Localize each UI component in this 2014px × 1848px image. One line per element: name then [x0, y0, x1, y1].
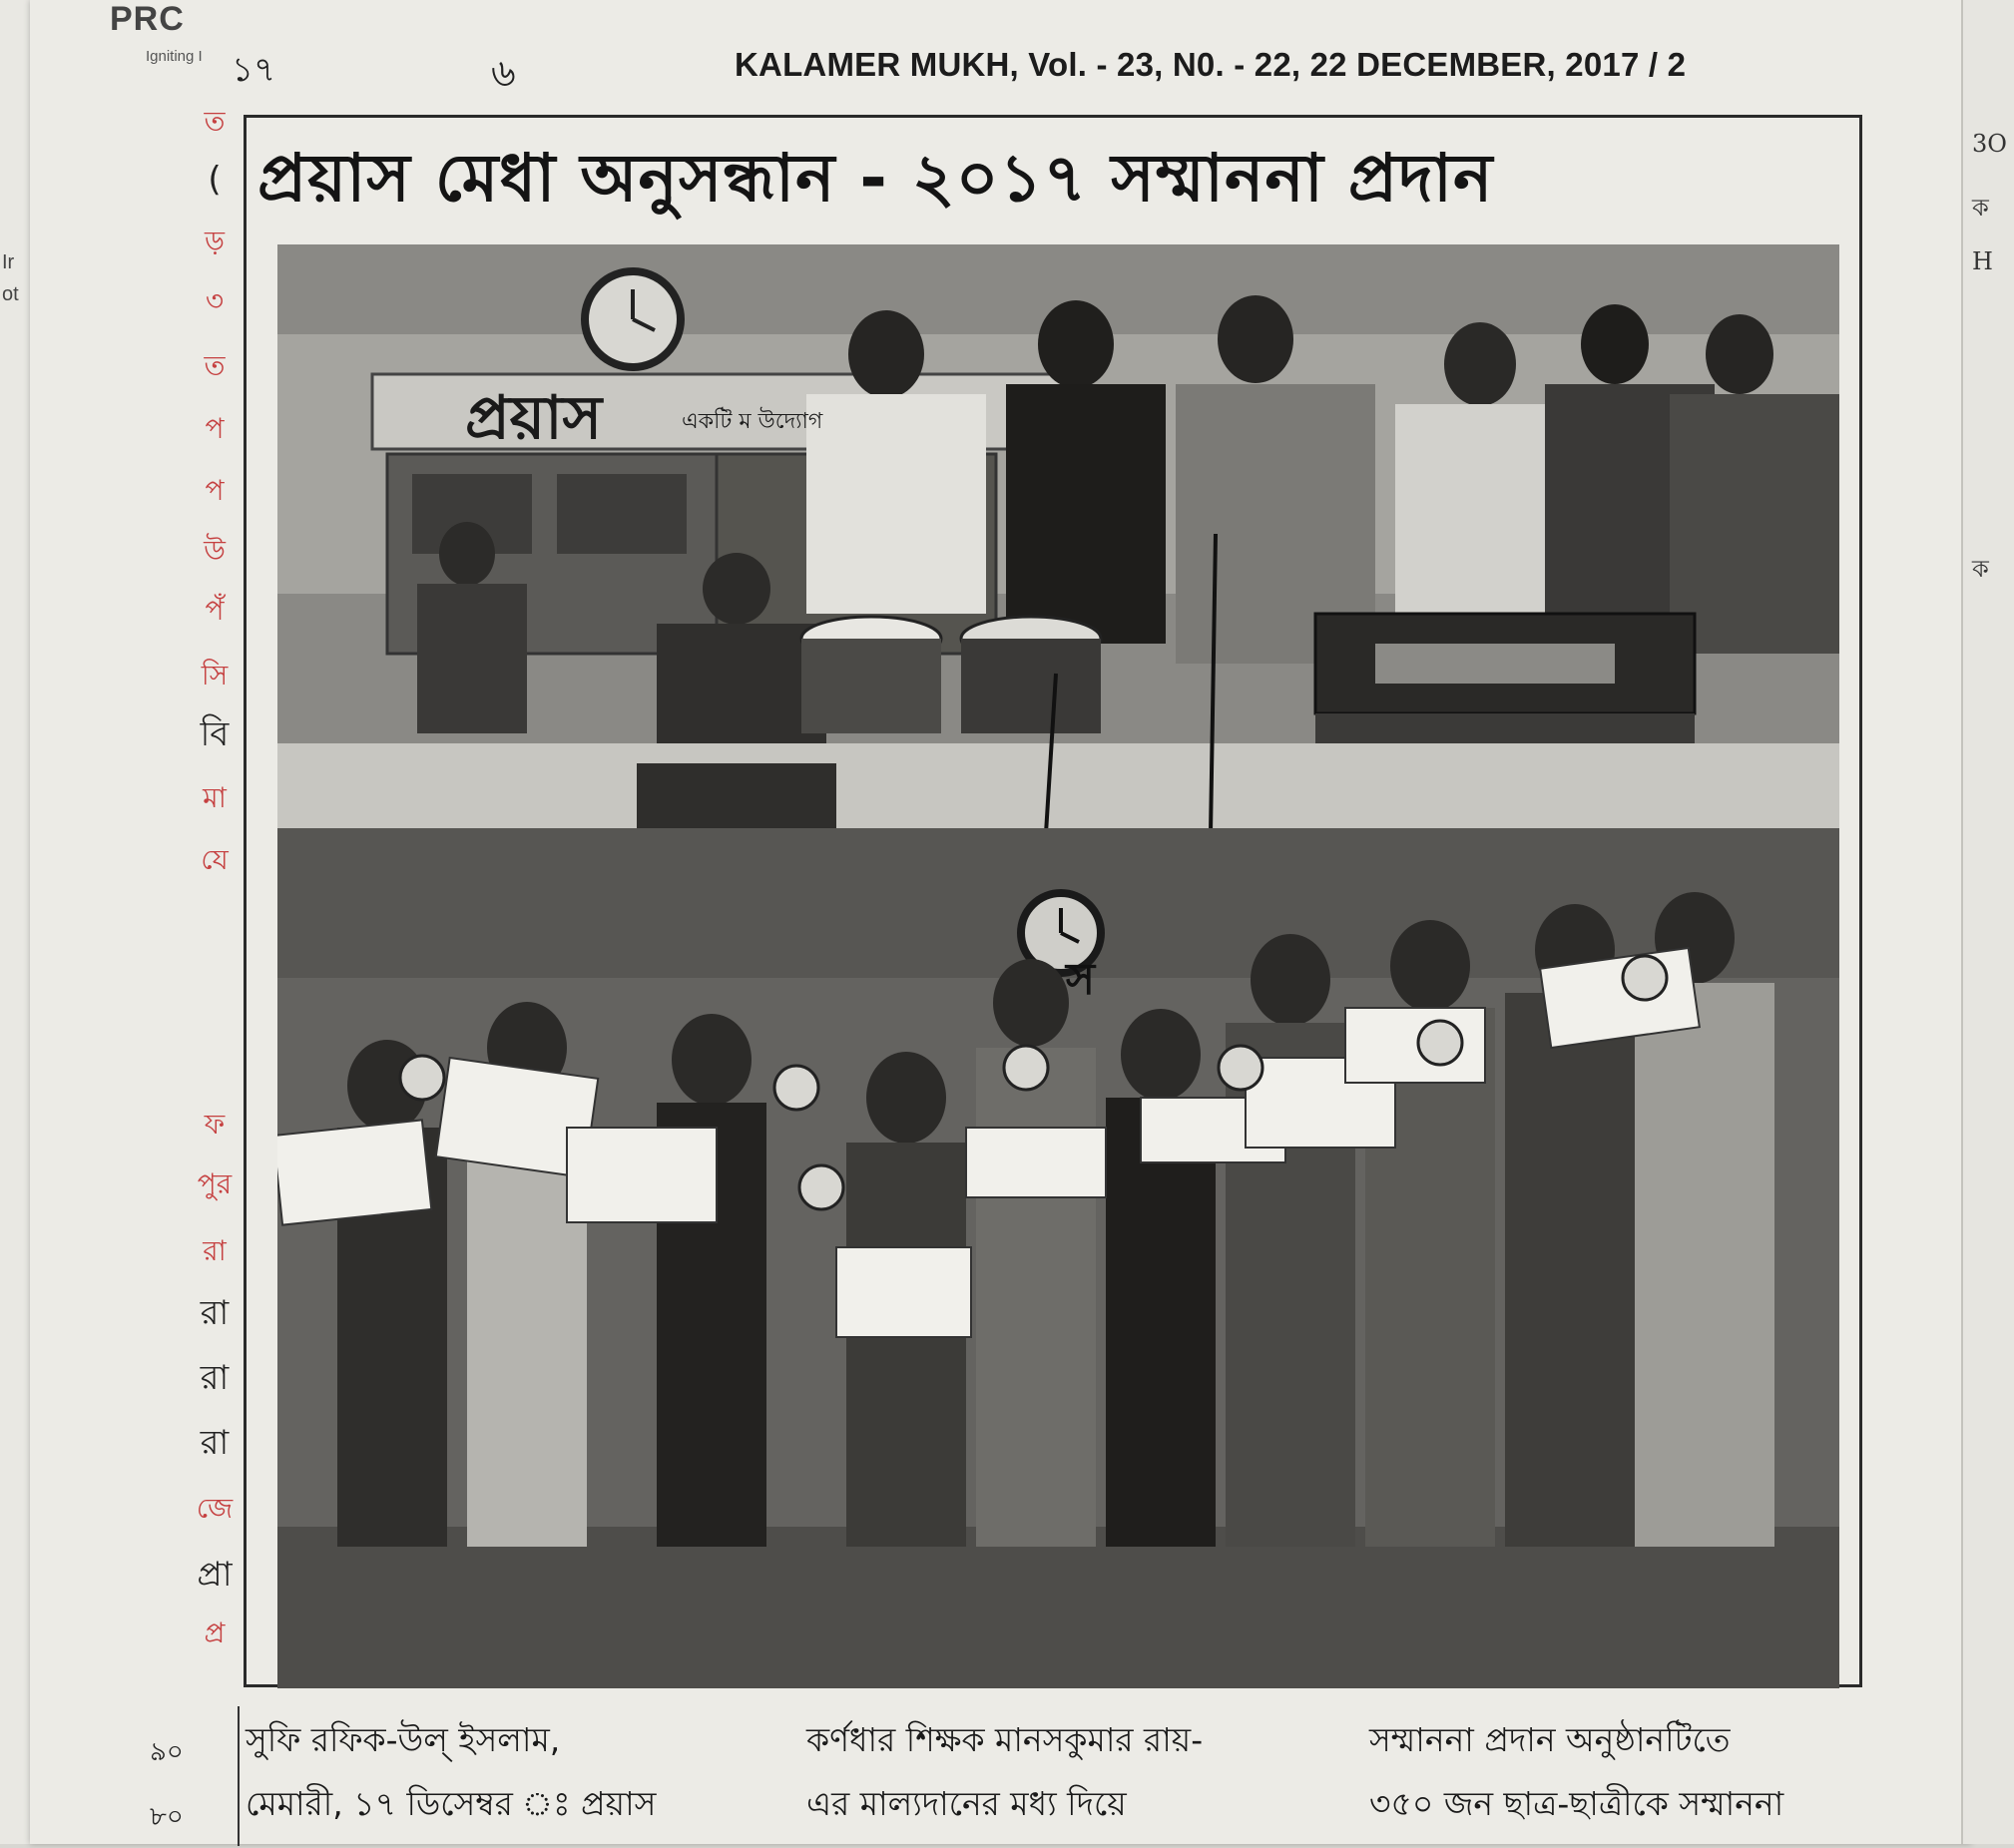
margin-char: সি [201, 659, 229, 692]
margin-rule [238, 1706, 240, 1846]
margin-char: ৩ [205, 284, 225, 317]
margin-char: প্রা [197, 1555, 233, 1595]
photo-award-recipients [277, 828, 1839, 1688]
background-sheet-right [1961, 0, 2014, 1844]
margin-number: ৯০ [150, 1737, 184, 1767]
masthead: KALAMER MUKH, Vol. - 23, N0. - 22, 22 DECEMBER, 2017 / 2 [735, 46, 1687, 83]
corner-tagline: Igniting I [146, 48, 203, 65]
page-number: ১৭ [232, 50, 276, 90]
column-line: এর মাল্যদানের মধ্য দিয়ে [806, 1784, 1127, 1823]
margin-char: উ [204, 534, 226, 567]
photo-award-scene [277, 828, 1839, 1688]
stage-banner-title: প্রয়াস [465, 383, 603, 453]
column-line: মেমারী, ১৭ ডিসেম্বর ঃ প্রয়াস [246, 1784, 657, 1823]
left-sheet-text: ot [2, 283, 19, 305]
margin-char: রা [200, 1358, 230, 1398]
hall-banner-fragment: স [1066, 954, 1096, 1005]
margin-char: প [205, 412, 225, 445]
right-sheet-char: ক [1972, 194, 1989, 222]
left-margin-column [190, 90, 240, 1846]
margin-char: পুর [197, 1167, 233, 1200]
margin-char: ( [208, 160, 222, 200]
margin-char: জে [196, 1492, 234, 1525]
photo-stage-scene [277, 244, 1839, 833]
header-mark: ৬ [491, 51, 516, 95]
column-line: ৩৫০ জন ছাত্র-ছাত্রীকে সম্মাননা [1369, 1784, 1784, 1823]
margin-char: রা [200, 1423, 230, 1463]
margin-char: যে [201, 843, 229, 876]
margin-char: রা [200, 1293, 230, 1333]
margin-char: প [205, 474, 225, 507]
article-column-3 [1369, 1708, 1783, 1848]
right-sheet-char: ক [1972, 555, 1989, 583]
margin-char: পঁ [205, 594, 225, 627]
column-line: কর্ণধার শিক্ষক মানসকুমার রায়- [806, 1720, 1204, 1759]
photo-stage-performers [277, 244, 1839, 833]
margin-char: বি [200, 714, 230, 754]
article-column-1 [246, 1708, 656, 1848]
stage-banner-subtitle: একটি ম উদ্যোগ [682, 409, 823, 434]
corner-logo: PRC [110, 0, 185, 38]
margin-char: রা [203, 1234, 227, 1267]
right-sheet-char: 3O [1972, 130, 2007, 158]
article-column-2 [806, 1708, 1203, 1848]
article-headline: প্রয়াস মেধা অনুসন্ধান - ২০১৭ সম্মাননা প্রদান [257, 140, 1494, 217]
margin-char: ফ [204, 1108, 226, 1141]
column-line: সম্মাননা প্রদান অনুষ্ঠানটিতে [1369, 1720, 1731, 1759]
right-sheet-char: H [1972, 247, 1993, 275]
margin-char: মা [203, 781, 227, 814]
column-line: সুফি রফিক-উল্ ইসলাম, [246, 1720, 561, 1759]
margin-char: ত [204, 349, 226, 382]
margin-char: ড় [205, 225, 225, 257]
margin-char: ত [204, 105, 226, 138]
margin-number: ৮০ [150, 1802, 184, 1832]
left-sheet-text: Ir [2, 251, 15, 273]
margin-char: প্র [204, 1617, 226, 1649]
